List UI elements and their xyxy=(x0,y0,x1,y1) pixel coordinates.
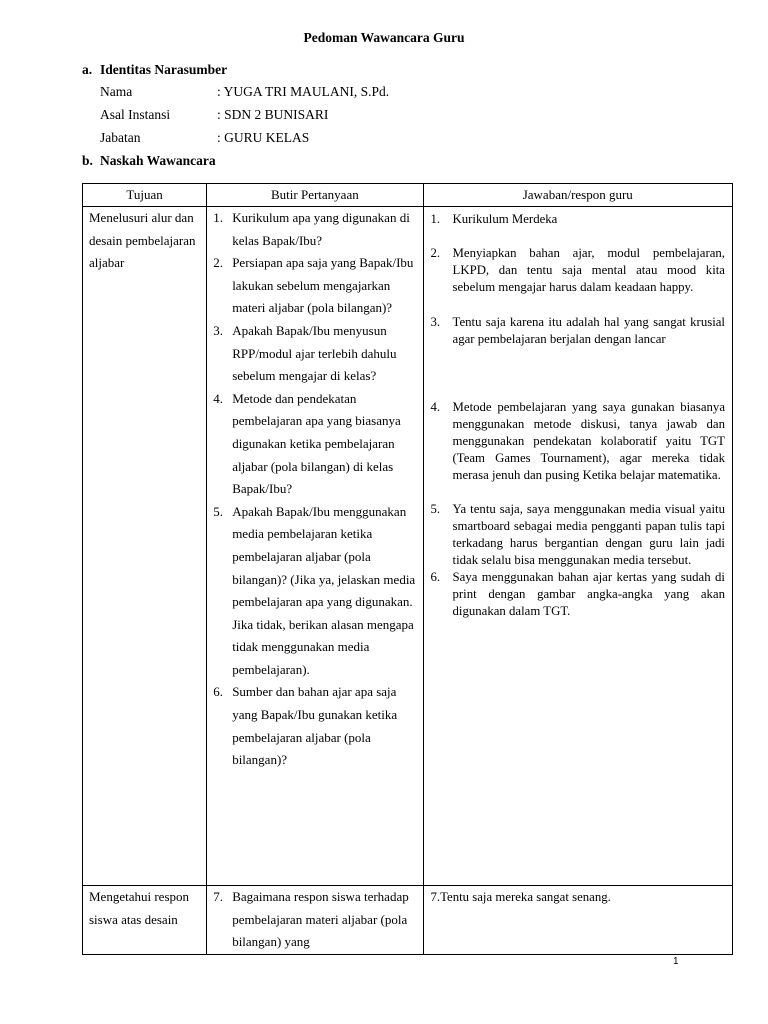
question-item xyxy=(213,207,418,252)
identity-value: : GURU KELAS xyxy=(217,130,310,145)
table-row xyxy=(83,207,733,886)
section-b-text: Naskah Wawancara xyxy=(100,153,216,168)
answer-text: 7.Tentu saja mereka sangat senang. xyxy=(430,890,611,904)
answer-text: Tentu saja karena itu adalah hal yang sangat krusial agar pembelajaran berjalan dengan lancar xyxy=(452,315,725,346)
answers-cell xyxy=(423,207,732,886)
answer-item xyxy=(431,399,725,484)
question-text: Bagaimana respon siswa terhadap pembelajaran materi aljabar (pola bilangan) yang xyxy=(232,889,409,950)
answer-number: 6. xyxy=(430,570,441,584)
tujuan-cell xyxy=(83,207,207,886)
answer-number: 5. xyxy=(430,502,441,516)
identity-row-nama xyxy=(100,84,389,100)
answer-item xyxy=(431,314,725,348)
identity-row-instansi xyxy=(100,107,328,123)
tujuan-text: Mengetahui respon siswa atas desain xyxy=(89,889,190,927)
question-number: 5. xyxy=(213,503,223,519)
interview-table xyxy=(82,183,733,955)
question-number: 1. xyxy=(213,210,223,225)
answer-number: 1. xyxy=(430,212,441,226)
question-text: Sumber dan bahan ajar apa saja yang Bapak/Ibu gunakan ketika pembelajaran aljabar (pola bilangan)? xyxy=(232,684,398,768)
answers-cell xyxy=(423,886,732,955)
identity-label: Asal Instansi xyxy=(100,107,171,122)
question-number: 7. xyxy=(213,889,223,904)
question-item xyxy=(213,320,418,388)
answer-item xyxy=(431,211,725,228)
question-number: 6. xyxy=(213,684,223,700)
tujuan-text: Menelusuri alur dan desain pembelajaran aljabar xyxy=(89,210,196,271)
identity-label: Nama xyxy=(100,84,133,99)
section-b-letter: b. xyxy=(82,153,93,168)
section-b-heading xyxy=(82,153,216,169)
header-butir-pertanyaan: Butir Pertanyaan xyxy=(207,184,423,207)
section-a-heading xyxy=(82,62,227,78)
page-title: Pedoman Wawancara Guru xyxy=(303,30,465,45)
answer-number: 2. xyxy=(430,246,441,260)
table-row xyxy=(83,886,733,955)
answer-item xyxy=(431,501,725,569)
question-text: Apakah Bapak/Ibu menggunakan media pembelajaran ketika pembelajaran aljabar (pola bilangan)? (Jika ya, jelaskan media pembelajaran apa yang digunakan. Jika tidak, berikan alasan mengapa tidak menggunakan media pembelajaran). xyxy=(232,503,416,677)
tujuan-cell xyxy=(83,886,207,955)
identity-row-jabatan xyxy=(100,130,309,146)
question-number: 3. xyxy=(213,322,223,338)
questions-cell xyxy=(207,886,423,955)
question-item xyxy=(213,886,418,954)
answer-text: Menyiapkan bahan ajar, modul pembelajaran, LKPD, dan tentu saja mental atau mood kita sebelum mengajar harus dalam keadaan happy. xyxy=(452,246,725,294)
answer-text: Metode pembelajaran yang saya gunakan biasanya menggunakan metode diskusi, tanya jawab dan menggunakan pendekatan kolaboratif yaitu TGT (Team Games Tournament), agar mereka tidak merasa jenuh dan pusing Ketika belajar matematika. xyxy=(452,400,725,482)
question-item xyxy=(213,501,418,682)
question-text: Persiapan apa saja yang Bapak/Ibu lakukan sebelum mengajarkan materi aljabar (pola bilangan)? xyxy=(232,255,414,316)
question-number: 2. xyxy=(213,255,223,271)
page-number: 1 xyxy=(673,956,679,967)
question-number: 4. xyxy=(213,390,223,406)
section-a-text: Identitas Narasumber xyxy=(100,62,228,77)
header-jawaban: Jawaban/respon guru xyxy=(423,184,732,207)
question-text: Kurikulum apa yang digunakan di kelas Bapak/Ibu? xyxy=(232,210,410,248)
question-text: Apakah Bapak/Ibu menyusun RPP/modul ajar terlebih dahulu sebelum mengajar di kelas? xyxy=(232,322,397,384)
answer-item xyxy=(431,569,725,620)
answer-number: 4. xyxy=(430,400,441,414)
identity-value: : SDN 2 BUNISARI xyxy=(217,107,329,122)
questions-cell xyxy=(207,207,423,886)
identity-label: Jabatan xyxy=(100,130,141,145)
section-a-letter: a. xyxy=(82,62,93,77)
question-item xyxy=(213,388,418,501)
identity-value: : YUGA TRI MAULANI, S.Pd. xyxy=(217,84,390,99)
answer-text: Kurikulum Merdeka xyxy=(452,212,558,226)
question-text: Metode dan pendekatan pembelajaran apa yang biasanya digunakan ketika pembelajaran aljabar (pola bilangan) di kelas Bapak/Ibu? xyxy=(232,390,401,497)
answer-text: Saya menggunakan bahan ajar kertas yang sudah di print dengan gambar angka-angka yang akan digunakan dalam TGT. xyxy=(452,570,725,618)
answer-text: Ya tentu saja, saya menggunakan media visual yaitu smartboard sebagai media pengganti papan tulis tapi terkadang harus bergantian dengan guru lain jadi tidak selalu bisa menggunakan media tersebut. xyxy=(452,502,725,567)
question-item xyxy=(213,681,418,771)
question-item xyxy=(213,252,418,320)
table-header-row xyxy=(83,184,733,207)
answer-item xyxy=(431,245,725,296)
header-tujuan: Tujuan xyxy=(83,184,207,207)
answer-number: 3. xyxy=(430,315,441,329)
